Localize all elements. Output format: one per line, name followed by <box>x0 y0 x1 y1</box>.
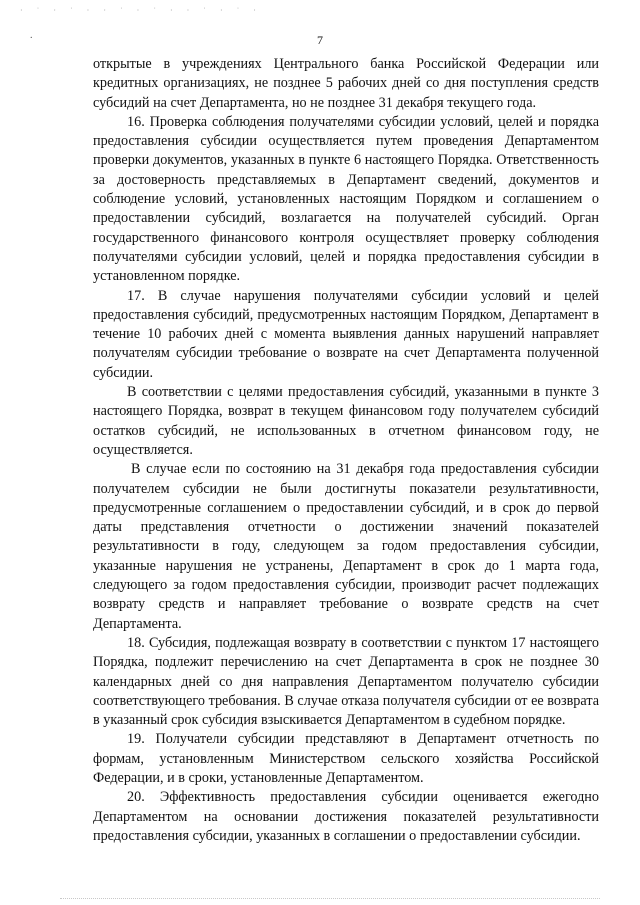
scan-artifact: · ˙ · ˙ · · ˙ · ˙ · · ˙ · ˙ · <box>20 6 262 15</box>
paragraph-17-return-balances: В соответствии с целями предоставления субсидий, указанными в пункте 3 настоящего Порядка, возврат в текущем финансовом году получателем субсидий остатков субсидий, не использованных в отчетном финансовом году, не осуществляется. <box>93 384 599 458</box>
paragraph-20: 20. Эффективность предоставления субсидии оценивается ежегодно Департаментом на основании достижения показателей результативности предоставления субсидии, указанных в соглашении о предоставлении субсидии. <box>93 789 599 844</box>
paragraph-17-performance-indicators: В случае если по состоянию на 31 декабря года предоставления субсидии получателем субсидии не были достигнуты показатели результативности, предусмотренные соглашением о предоставлении субсидий, и в срок до первой даты представления отчетности о достижении значений показателей результативности в году, следующем за годом предоставления субсидии, указанные нарушения не устранены, Департамент в срок до 1 марта года, следующего за годом предоставления субсидии, производит расчет подлежащих возврату средств и направляет требование о возврате средств на счет Департамента. <box>93 461 599 632</box>
document-body <box>93 55 599 846</box>
page-number: 7 <box>317 33 323 47</box>
paragraph-17: 17. В случае нарушения получателями субсидии условий и целей предоставления субсидий, предусмотренных настоящим Порядком, Департамент в течение 10 рабочих дней с момента выявления данных нарушений направляет получателям субсидии требование о возврате на счет Департамента полученной субсидии. <box>93 287 599 381</box>
scan-bottom-edge <box>60 898 600 899</box>
paragraph-continuation: открытые в учреждениях Центрального банка Российской Федерации или кредитных организациях, не позднее 5 рабочих дней со дня поступления средств субсидий на счет Департамента, но не позднее 31 декабря текущего года. <box>93 56 599 111</box>
paragraph-18: 18. Субсидия, подлежащая возврату в соответствии с пунктом 17 настоящего Порядка, подлежит перечислению на счет Департамента в срок не позднее 30 календарных дней со дня направления Департаментом получателю субсидии соответствующего требования. В случае отказа получателя субсидии от ее возврата в указанный срок субсидия взыскивается Департаментом в судебном порядке. <box>93 634 599 729</box>
scan-mark: . <box>30 30 33 41</box>
paragraph-16: 16. Проверка соблюдения получателями субсидии условий, целей и порядка предоставления субсидии осуществляется путем проведения Департаментом проверки документов, указанных в пункте 6 настоящего Порядка. Ответственность за достоверность представляемых в Департамент сведений, документов и соблюдение условий, установленных настоящим Порядком и соглашением о предоставлении субсидий, возлагается на получателей субсидий. Орган государственного финансового контроля осуществляет проверку соблюдения получателями субсидии условий, целей и порядка предоставления субсидии в установленном порядке. <box>93 113 599 285</box>
paragraph-19: 19. Получатели субсидии представляют в Департамент отчетность по формам, установленным Министерством сельского хозяйства Российской Федерации, и в сроки, установленные Департаментом. <box>93 731 599 786</box>
